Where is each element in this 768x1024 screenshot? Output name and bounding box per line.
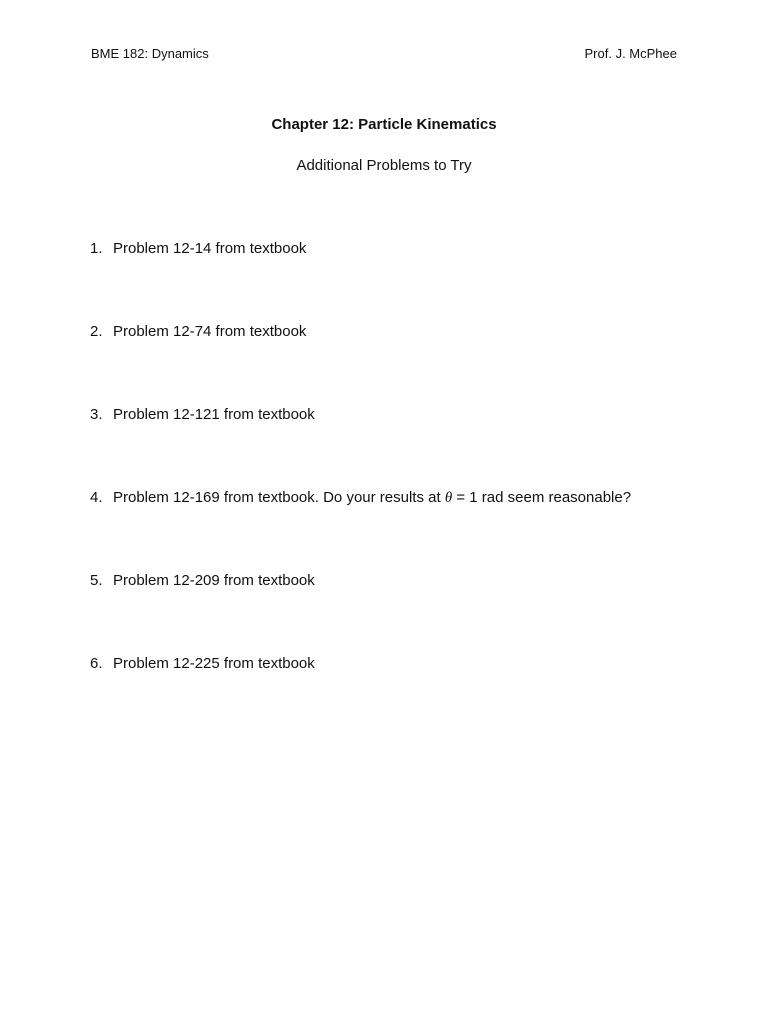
problem-item-1 [90, 240, 710, 323]
problem-item-6 [90, 655, 710, 738]
problem-item-5 [90, 572, 710, 655]
problem-item-3 [90, 406, 710, 489]
problem-number: 1. [90, 240, 103, 257]
problem-number: 3. [90, 406, 103, 423]
section-subtitle: Additional Problems to Try [296, 157, 472, 174]
theta-symbol: θ [444, 490, 453, 506]
problem-number: 5. [90, 572, 103, 589]
problem-number: 4. [90, 489, 103, 506]
problem-number: 6. [90, 655, 103, 672]
page-header [91, 46, 677, 66]
chapter-title: Chapter 12: Particle Kinematics [271, 116, 497, 133]
problem-text [113, 489, 631, 572]
problem-list [90, 240, 710, 738]
problem-text: Problem 12-121 from textbook [113, 406, 315, 423]
problem-number: 2. [90, 323, 103, 340]
course-name: BME 182: Dynamics [91, 46, 209, 61]
problem-text: Problem 12-225 from textbook [113, 655, 315, 672]
problem-text-after-symbol: = 1 rad seem reasonable? [452, 489, 632, 506]
problem-text: Problem 12-74 from textbook [113, 323, 307, 340]
instructor-name: Prof. J. McPhee [584, 46, 677, 61]
problem-item-2 [90, 323, 710, 406]
problem-text-before-symbol: Problem 12-169 from textbook. Do your results at [113, 489, 445, 506]
problem-item-4 [90, 489, 710, 572]
problem-text: Problem 12-209 from textbook [113, 572, 315, 589]
problem-text: Problem 12-14 from textbook [113, 240, 307, 257]
